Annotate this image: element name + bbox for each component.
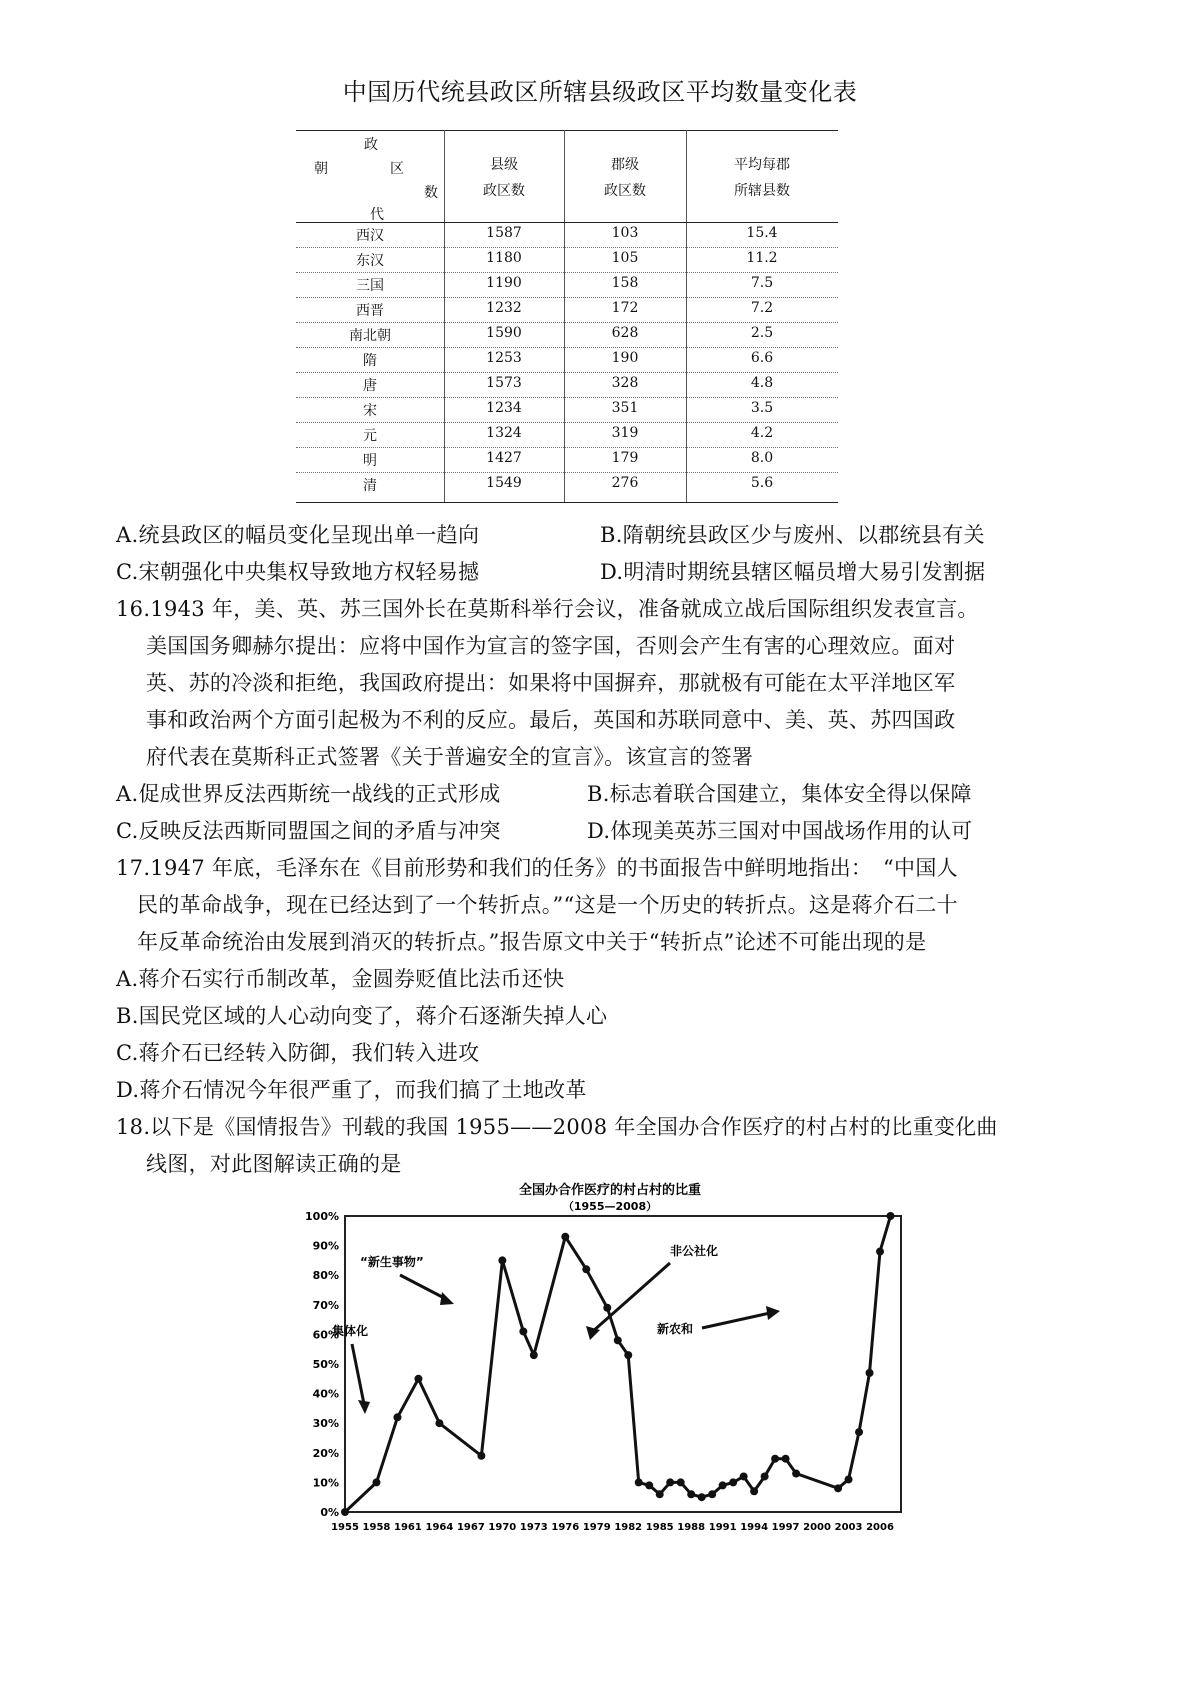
data-point xyxy=(614,1336,622,1344)
annotation-new-things: “新生事物” xyxy=(360,1255,424,1269)
corner-char: 代 xyxy=(370,207,384,223)
annotation-arrowhead xyxy=(766,1306,780,1320)
q15-option-a: A.统县政区的幅员变化呈现出单一趋向 xyxy=(116,523,480,547)
data-point xyxy=(750,1487,758,1495)
cell-county-count: 1190 xyxy=(486,275,522,291)
data-point xyxy=(729,1478,737,1486)
q16-stem-line: 16.1943 年，美、英、苏三国外长在莫斯科举行会议，准备就成立战后国际组织发表宣言。 xyxy=(116,597,979,621)
x-tick-label: 1955 xyxy=(331,1522,359,1533)
row-divider xyxy=(296,422,838,423)
x-tick-label: 1982 xyxy=(614,1522,643,1533)
q17-option-c: C.蒋介石已经转入防御，我们转入进攻 xyxy=(116,1041,480,1065)
data-point xyxy=(656,1490,664,1498)
cell-average: 15.4 xyxy=(746,225,778,241)
x-tick-label: 1964 xyxy=(425,1522,454,1533)
series-line xyxy=(345,1216,891,1512)
col-header-county xyxy=(444,152,564,204)
row-divider xyxy=(296,447,838,448)
cell-dynasty: 东汉 xyxy=(356,253,384,269)
table-bottom-rule xyxy=(296,502,838,503)
q17-stem-line: 民的革命战争，现在已经达到了一个转折点。”“这是一个历史的转折点。这是蒋介石二十 xyxy=(137,893,958,917)
cell-average: 11.2 xyxy=(746,250,778,266)
row-divider xyxy=(296,397,838,398)
cell-county-count: 1180 xyxy=(486,250,522,266)
x-tick-label: 1958 xyxy=(362,1522,391,1533)
data-point xyxy=(530,1351,538,1359)
data-point xyxy=(834,1484,842,1492)
cell-county-count: 1427 xyxy=(486,450,522,466)
y-tick-label: 10% xyxy=(312,1476,339,1490)
annotation-new-rural: 新农和 xyxy=(657,1322,694,1336)
q16-option-a: A.促成世界反法西斯统一战线的正式形成 xyxy=(116,782,501,806)
data-point xyxy=(761,1472,769,1480)
x-tick-label: 1976 xyxy=(551,1522,580,1533)
cell-county-count: 1549 xyxy=(486,475,522,491)
row-divider xyxy=(296,247,838,248)
data-point xyxy=(645,1481,653,1489)
q16-option-d: D.体现美英苏三国对中国战场作用的认可 xyxy=(587,819,973,843)
data-point xyxy=(582,1265,590,1273)
row-divider xyxy=(296,272,838,273)
data-point xyxy=(845,1475,853,1483)
cell-prefecture-count: 190 xyxy=(611,350,639,366)
y-tick-label: 50% xyxy=(312,1358,339,1371)
row-divider xyxy=(296,297,838,298)
cell-dynasty: 明 xyxy=(363,453,377,469)
header-line: 县级 xyxy=(490,157,518,173)
data-table xyxy=(296,130,838,510)
corner-char: 政 xyxy=(364,137,378,153)
q16-stem-line: 英、苏的冷淡和拒绝，我国政府提出：如果将中国摒弃，那就极有可能在太平洋地区军 xyxy=(146,671,956,695)
data-point xyxy=(477,1452,485,1460)
cell-prefecture-count: 179 xyxy=(611,450,639,466)
q17-option-d: D.蒋介石情况今年很严重了，而我们搞了土地改革 xyxy=(116,1078,587,1102)
cell-average: 6.6 xyxy=(750,350,774,366)
q16-stem-line: 美国国务卿赫尔提出：应将中国作为宣言的签字国，否则会产生有害的心理效应。面对 xyxy=(146,634,956,658)
table-title: 中国历代统县政区所辖县级政区平均数量变化表 xyxy=(342,78,858,106)
annotation-decommunization: 非公社化 xyxy=(670,1244,719,1258)
cell-prefecture-count: 172 xyxy=(611,300,639,316)
cell-dynasty: 元 xyxy=(363,428,377,444)
x-tick-label: 1994 xyxy=(740,1522,769,1533)
cell-dynasty: 唐 xyxy=(363,378,377,394)
data-point xyxy=(687,1490,695,1498)
cell-average: 3.5 xyxy=(750,400,774,416)
y-tick-label: 80% xyxy=(312,1269,339,1283)
y-tick-label: 0% xyxy=(320,1506,339,1519)
y-tick-label: 90% xyxy=(312,1239,339,1253)
chart-subtitle: （1955—2008） xyxy=(562,1200,658,1213)
annotation-arrow xyxy=(400,1275,448,1300)
series-points xyxy=(341,1212,895,1516)
cooperative-medical-chart xyxy=(290,1180,910,1550)
x-axis xyxy=(331,1522,894,1533)
data-point xyxy=(561,1233,569,1241)
cell-average: 7.5 xyxy=(750,275,774,291)
q17-stem-line: 17.1947 年底，毛泽东在《目前形势和我们的任务》的书面报告中鲜明地指出： “中国人 xyxy=(116,856,958,880)
x-tick-label: 1991 xyxy=(708,1522,737,1533)
cell-dynasty: 隋 xyxy=(363,353,377,369)
q17-option-b: B.国民党区域的人心动向变了，蒋介石逐渐失掉人心 xyxy=(116,1004,608,1028)
data-point xyxy=(393,1413,401,1421)
y-tick-label: 30% xyxy=(312,1417,339,1431)
x-tick-label: 1967 xyxy=(456,1522,485,1533)
cell-county-count: 1253 xyxy=(486,350,522,366)
header-line: 所辖县数 xyxy=(734,183,790,199)
cell-county-count: 1234 xyxy=(486,400,522,416)
data-point xyxy=(855,1428,863,1436)
x-tick-label: 2000 xyxy=(803,1522,831,1533)
q16-option-c: C.反映反法西斯同盟国之间的矛盾与冲突 xyxy=(116,819,501,843)
cell-average: 2.5 xyxy=(750,325,774,341)
header-line: 郡级 xyxy=(611,157,639,173)
q15-option-c: C.宋朝强化中央集权导致地方权轻易撼 xyxy=(116,560,480,584)
col-header-average xyxy=(686,152,838,204)
cell-dynasty: 宋 xyxy=(363,403,377,419)
header-line: 政区数 xyxy=(604,183,646,199)
data-point xyxy=(519,1327,527,1335)
data-point xyxy=(740,1472,748,1480)
cell-prefecture-count: 105 xyxy=(611,250,639,266)
cell-average: 4.2 xyxy=(750,425,774,441)
y-tick-label: 100% xyxy=(305,1210,339,1223)
q18-stem-line: 线图，对此图解读正确的是 xyxy=(146,1152,402,1176)
annotation-arrowhead xyxy=(440,1292,454,1305)
y-axis xyxy=(305,1210,339,1519)
x-tick-label: 2006 xyxy=(866,1522,894,1533)
y-tick-label: 40% xyxy=(312,1387,339,1401)
row-divider xyxy=(296,372,838,373)
x-tick-label: 1970 xyxy=(488,1522,517,1533)
data-point xyxy=(435,1419,443,1427)
corner-char: 数 xyxy=(424,185,438,201)
row-divider xyxy=(296,322,838,323)
cell-prefecture-count: 319 xyxy=(611,425,639,441)
table-header-rule xyxy=(296,222,838,223)
x-tick-label: 1979 xyxy=(582,1522,611,1533)
cell-prefecture-count: 628 xyxy=(611,325,639,341)
col-header-prefecture xyxy=(564,152,686,204)
annotation-arrow xyxy=(352,1344,364,1404)
data-point xyxy=(666,1478,674,1486)
q18-stem-line: 18.以下是《国情报告》刊载的我国 1955——2008 年全国办合作医疗的村占村的比重变化曲 xyxy=(116,1115,998,1139)
cell-county-count: 1590 xyxy=(486,325,522,341)
q15-option-b: B.隋朝统县政区少与废州、以郡统县有关 xyxy=(600,523,985,547)
chart-title: 全国办合作医疗的村占村的比重 xyxy=(518,1183,702,1198)
cell-average: 7.2 xyxy=(750,300,774,316)
x-tick-label: 1973 xyxy=(519,1522,548,1533)
annotation-arrow xyxy=(702,1313,770,1328)
row-divider xyxy=(296,347,838,348)
cell-prefecture-count: 276 xyxy=(611,475,639,491)
header-line: 平均每郡 xyxy=(734,157,790,173)
data-point xyxy=(498,1256,506,1264)
data-point xyxy=(414,1375,422,1383)
data-point xyxy=(341,1508,349,1516)
data-point xyxy=(624,1351,632,1359)
corner-char: 朝 xyxy=(314,161,328,177)
x-tick-label: 1985 xyxy=(645,1522,674,1533)
data-point xyxy=(876,1248,884,1256)
cell-county-count: 1573 xyxy=(486,375,522,391)
y-tick-label: 60% xyxy=(312,1328,339,1342)
table-top-rule xyxy=(296,130,838,131)
q16-stem-line: 事和政治两个方面引起极为不利的反应。最后，英国和苏联同意中、美、英、苏四国政 xyxy=(146,708,956,732)
q16-option-b: B.标志着联合国建立，集体安全得以保障 xyxy=(587,782,972,806)
data-point xyxy=(782,1455,790,1463)
cell-prefecture-count: 103 xyxy=(611,225,639,241)
cell-prefecture-count: 328 xyxy=(611,375,639,391)
x-tick-label: 1997 xyxy=(771,1522,800,1533)
cell-county-count: 1324 xyxy=(486,425,522,441)
data-point xyxy=(603,1304,611,1312)
data-point xyxy=(708,1490,716,1498)
x-tick-label: 1988 xyxy=(677,1522,706,1533)
cell-prefecture-count: 158 xyxy=(611,275,639,291)
q17-stem-line: 年反革命统治由发展到消灭的转折点。”报告原文中关于“转折点”论述不可能出现的是 xyxy=(137,930,927,954)
q17-option-a: A.蒋介石实行币制改革，金圆券贬值比法币还快 xyxy=(116,967,565,991)
y-tick-label: 70% xyxy=(312,1298,339,1312)
x-tick-label: 1961 xyxy=(394,1522,422,1533)
cell-prefecture-count: 351 xyxy=(611,400,639,416)
cell-dynasty: 南北朝 xyxy=(349,328,391,344)
corner-char: 区 xyxy=(390,161,404,177)
data-point xyxy=(698,1493,706,1501)
data-point xyxy=(866,1369,874,1377)
cell-county-count: 1587 xyxy=(486,225,522,241)
annotation-arrowhead xyxy=(358,1400,370,1414)
data-point xyxy=(635,1478,643,1486)
cell-average: 8.0 xyxy=(750,450,774,466)
data-point xyxy=(677,1478,685,1486)
data-point xyxy=(372,1478,380,1486)
y-tick-label: 20% xyxy=(312,1446,339,1460)
annotation-collectivization: 集体化 xyxy=(332,1324,369,1338)
q15-option-d: D.明清时期统县辖区幅员增大易引发割据 xyxy=(600,560,986,584)
data-point xyxy=(771,1455,779,1463)
cell-dynasty: 西晋 xyxy=(356,303,384,319)
cell-dynasty: 清 xyxy=(363,478,377,494)
data-point xyxy=(887,1212,895,1220)
cell-average: 5.6 xyxy=(750,475,774,491)
cell-county-count: 1232 xyxy=(486,300,522,316)
q16-stem-line: 府代表在莫斯科正式签署《关于普遍安全的宣言》。该宣言的签署 xyxy=(146,745,754,769)
cell-dynasty: 西汉 xyxy=(356,228,384,244)
cell-average: 4.8 xyxy=(750,375,774,391)
x-tick-label: 2003 xyxy=(834,1522,863,1533)
chart-frame xyxy=(345,1216,901,1512)
data-point xyxy=(719,1481,727,1489)
cell-dynasty: 三国 xyxy=(356,278,384,294)
chart-svg xyxy=(290,1180,910,1550)
data-point xyxy=(792,1470,800,1478)
header-line: 政区数 xyxy=(483,183,525,199)
row-divider xyxy=(296,472,838,473)
